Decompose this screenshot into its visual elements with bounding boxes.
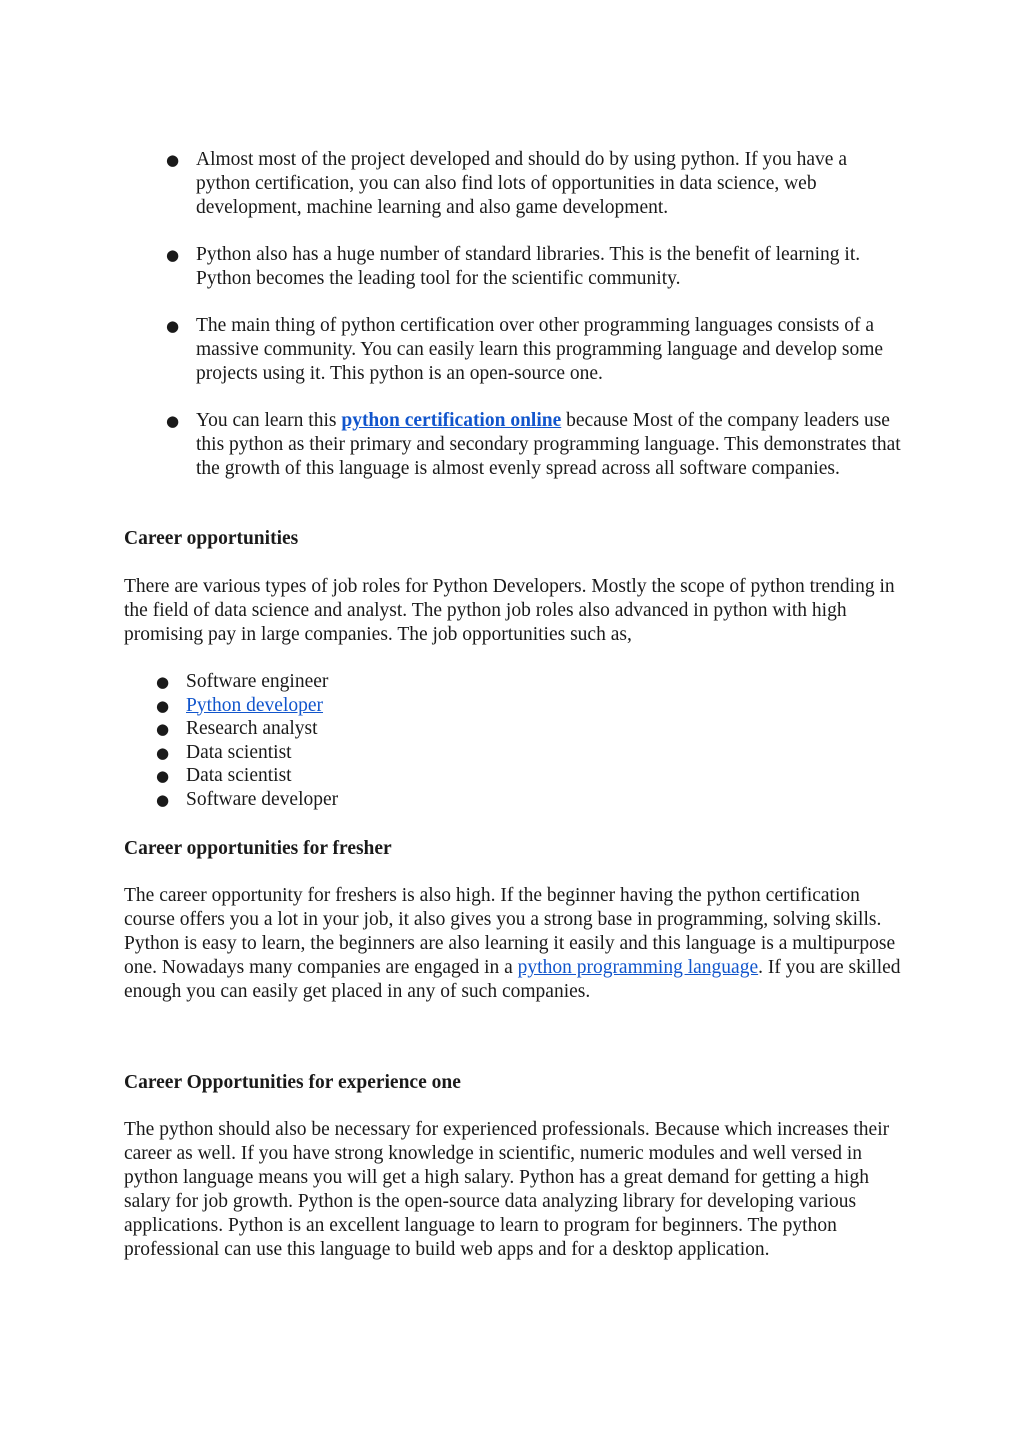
list-item xyxy=(156,764,338,788)
python-certification-online-link[interactable]: python certification online xyxy=(341,410,562,431)
role-label: Research analyst xyxy=(186,718,318,740)
bullet-icon: ● xyxy=(156,743,170,762)
career-opportunities-heading: Career opportunities xyxy=(124,528,299,549)
list-item-text: Almost most of the project developed and should do by using python. If you have a python certification, you can also find lots of opportunities in data science, web development, machine learning and also game development. xyxy=(196,149,847,218)
list-item xyxy=(156,788,338,812)
bullet-icon: ● xyxy=(156,720,170,739)
bullet-icon: ● xyxy=(156,673,170,691)
list-item xyxy=(156,670,338,694)
list-item-text-after: because Most of the company leaders use this python as their primary and secondary programming language. This demonstrates that the growth of this language is almost evenly spread across all software companies. xyxy=(196,410,901,479)
benefits-list xyxy=(166,148,906,504)
list-item-text-before: You can learn this xyxy=(196,410,342,431)
list-item xyxy=(166,314,906,386)
bullet-icon: ● xyxy=(156,790,170,809)
career-fresher-paragraph xyxy=(124,884,904,1004)
list-item xyxy=(156,741,338,765)
career-fresher-heading: Career opportunities for fresher xyxy=(124,838,392,859)
career-experience-paragraph: The python should also be necessary for experienced professionals. Because which increases their career as well. If you have strong knowledge in scientific, numeric modules and well versed in python language means you will get a high salary. Python has a great demand for getting a high salary for job growth. Python is the open-source data analyzing library for developing various applications. Python is an excellent language to learn to program for beginners. The python professional can use this language to build web apps and for a desktop application. xyxy=(124,1119,890,1260)
fresher-text-after: . If you are skilled enough you can easily get placed in any of such companies. xyxy=(124,957,901,1002)
career-experience-heading: Career Opportunities for experience one xyxy=(124,1072,461,1093)
role-label: Software developer xyxy=(186,788,339,810)
bullet-icon: ● xyxy=(166,317,180,335)
python-programming-language-link[interactable]: python programming language xyxy=(517,957,759,978)
list-item-text: Python also has a huge number of standard libraries. This is the benefit of learning it. Python becomes the leading tool for the scientific community. xyxy=(196,244,861,289)
bullet-icon: ● xyxy=(156,767,170,786)
list-item xyxy=(166,243,906,291)
career-opportunities-paragraph: There are various types of job roles for Python Developers. Mostly the scope of python trending in the field of data science and analyst. The python job roles also advanced in python with high promising pay in large companies. The job opportunities such as, xyxy=(124,576,895,645)
role-label: Data scientist xyxy=(186,765,292,787)
role-label: Data scientist xyxy=(186,741,292,763)
python-developer-link[interactable]: Python developer xyxy=(186,694,324,716)
bullet-icon: ● xyxy=(166,246,180,264)
bullet-icon: ● xyxy=(166,151,180,169)
role-label: Software engineer xyxy=(186,671,329,692)
list-item xyxy=(156,694,338,718)
list-item-text: The main thing of python certification over other programming languages consists of a massive community. You can easily learn this programming language and develop some projects using it. This python is an open-source one. xyxy=(196,315,884,384)
bullet-icon: ● xyxy=(156,696,170,715)
bullet-icon: ● xyxy=(166,412,180,430)
list-item xyxy=(166,409,906,481)
job-roles-list xyxy=(156,670,338,812)
list-item xyxy=(156,717,338,741)
list-item xyxy=(166,148,906,220)
fresher-text-before: The career opportunity for freshers is also high. If the beginner having the python certification course offers you a lot in your job, it also gives you a strong base in programming, solving skills. Python is easy to learn, the beginners are also learning it easily and this language is a multipurpose one. Nowadays many companies are engaged in a xyxy=(124,885,896,978)
